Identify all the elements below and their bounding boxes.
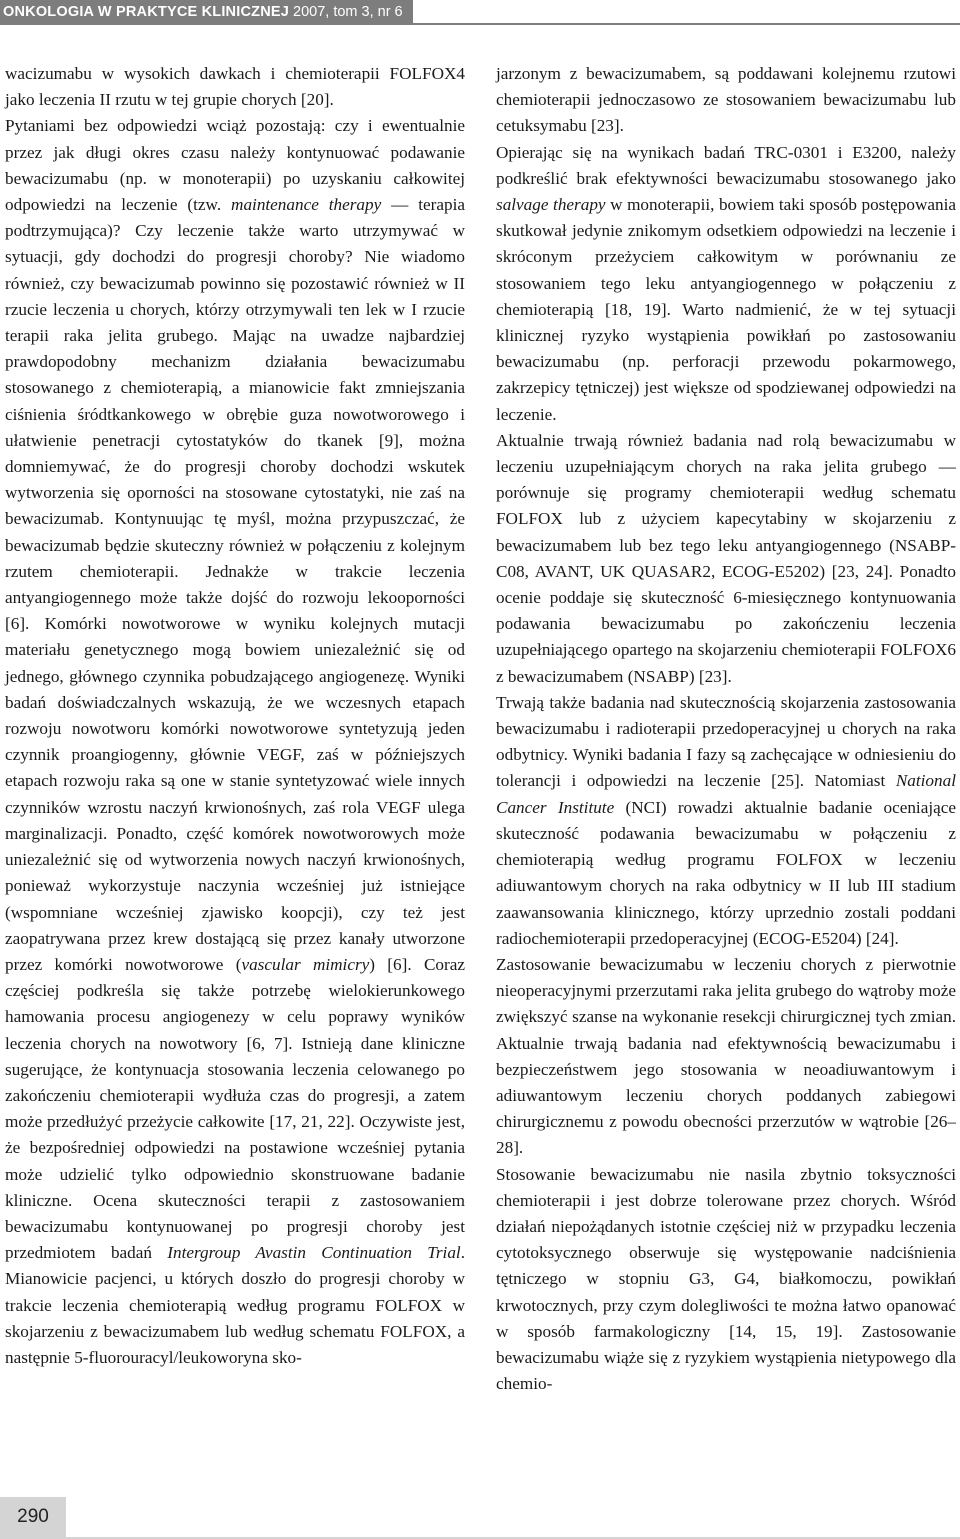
paragraph: [496, 140, 956, 428]
journal-issue: 2007, tom 3, nr 6: [293, 4, 403, 20]
page-number: 290: [0, 1497, 66, 1537]
running-header: [0, 0, 413, 24]
header-rule: [0, 23, 960, 25]
text-run: ) [6]. Coraz częściej podkreśla się także potrzebę wielokierunkowego hamowania procesu angiogenezy w celu poprawy wyników leczenia chorych na nowotwory [6, 7]. Istnieją dane kliniczne sugerujące, że kontynuacja stosowania leczenia celowanego po zakończeniu chemioterapii wydłuża czas do progresji, a zatem może przedłużyć przeżycie całkowite [17, 21, 22]. Oczywiste jest, że bezpośredniej odpowiedzi na postawione wcześniej pytania może udzielić tylko odpowiednio skonstruowane badanie kliniczne. Ocena skuteczności terapii z zastosowaniem bewacizumabu kontynuowanej po progresji choroby jest przedmiotem badań: [5, 954, 465, 1263]
right-column: [496, 61, 956, 1397]
italic-term: salvage therapy: [496, 195, 606, 215]
paragraph: [496, 690, 956, 952]
text-run: Pytaniami bez odpowiedzi wciąż pozostają: czy i ewentualnie przez jak długi okres czasu należy kontynuować podawanie bewacizumabu (np. w monoterapii) po uzyskaniu całkowitej odpowiedzi na leczenie (tzw.: [5, 116, 465, 215]
paragraph: jarzonym z bewacizumabem, są poddawani kolejnemu rzutowi chemioterapii jednoczasowo ze stosowaniem bewacizumabu lub cetuksymabu [23].: [496, 64, 956, 136]
italic-term: Intergroup Avastin Continuation Trial: [167, 1243, 461, 1263]
italic-term: maintenance therapy: [231, 195, 382, 215]
text-run: Opierając się na wynikach badań TRC-0301 i E3200, należy podkreślić brak efektywności bewacizumabu stosowanego jako: [496, 142, 956, 188]
paragraph: Aktualnie trwają również badania nad rolą bewacizumabu w leczeniu uzupełniającym chorych na raka jelita grubego — porównuje się programy chemioterapii według schematu FOLFOX lub z użyciem kapecytabiny w skojarzeniu z bewacizumabem lub bez tego leku antyangiogennego (NSABP-C08, AVANT, UK QUASAR2, ECOG-E5202) [23, 24]. Ponadto ocenie poddaje się skuteczność 6-miesięcznego kontynuowania podawania bewacizumabu po zakończeniu leczenia uzupełniającego opartego na skojarzeniu chemioterapii FOLFOX6 z bewacizumabem (NSABP) [23].: [496, 430, 956, 686]
text-run: (NCI) rowadzi aktualnie badanie oceniające skuteczność podawania bewacizumabu w połączeniu z chemioterapią według programu FOLFOX w leczeniu adiuwantowym chorych na raka odbytnicy w II lub III stadium zaawansowania klinicznego, którzy uprzednio zostali poddani radiochemioterapii przedoperacyjnej (ECOG-E5204) [24].: [496, 797, 956, 948]
text-run: — terapia podtrzymująca)? Czy leczenie także warto utrzymywać w sytuacji, gdy dochodzi do progresji choroby? Nie wiadomo również, czy bewacizumab powinno się pozostawić również w II rzucie leczenia u chorych, którzy otrzymywali ten lek w I rzucie terapii raka jelita grubego. Mając na uwadze najbardziej prawdopodobny mechanizm działania bewacizumabu stosowanego z chemioterapią, a mianowicie fakt zmniejszania ciśnienia śródtkankowego w obrębie guza nowotworowego i ułatwienie penetracji cytostatyków do tkanek [9], można domniemywać, że do progresji choroby dochodzi wskutek wytworzenia się oporności na stosowane cytostatyki, nie zaś na bewacizumab. Kontynuując tę myśl, można przypuszczać, że bewacizumab będzie skuteczny również w połączeniu z kolejnym rzutem chemioterapii. Jednakże w trakcie leczenia antyangiogennego może także dojść do rozwoju lekooporności [6]. Komórki nowotworowe w wyniku kolejnych mutacji materiału genetycznego mogą bowiem uniezależnić się od jednego, głównego czynnika pobudzającego angiogenezę. Wyniki badań doświadczalnych wskazują, że we wczesnych etapach rozwoju nowotworu komórki nowotworowe syntetyzują jeden czynnik proangiogenny, głównie VEGF, zaś w późniejszych etapach rozwoju raka są one w stanie syntetyzować wiele innych czynników wzrostu naczyń krwionośnych, zaś rola VEGF ulega marginalizacji. Ponadto, część komórek nowotworowych może uniezależnić się od wytworzenia nowych naczyń krwionośnych, ponieważ wykorzystuje naczynia wcześniej już istniejące (wspomniane wcześniej zjawisko koopcji), czy też jest zaopatrywana przez krew dostającą się przez kanały utworzone przez komórki nowotworowe (: [5, 195, 466, 974]
left-column: [5, 61, 465, 1371]
journal-title: ONKOLOGIA W PRAKTYCE KLINICZNEJ: [3, 4, 289, 20]
text-run: Trwają także badania nad skutecznością skojarzenia zastosowania bewacizumabu i radioterapii przedoperacyjnej u chorych na raka odbytnicy. Wyniki badania I fazy są zachęcające w odniesieniu do tolerancji i odpowiedzi na leczenie [25]. Natomiast: [496, 692, 956, 791]
italic-term: vascular mimicry: [241, 954, 370, 974]
paragraph: Stosowanie bewacizumabu nie nasila zbytnio toksyczności chemioterapii i jest dobrze tolerowane przez chorych. Wśród działań niepożądanych istotnie częściej niż w przypadku leczenia cytotoksycznego obserwuje się występowanie nadciśnienia tętniczego w stopniu G3, G4, białkomoczu, powikłań krwotocznych, przy czym dolegliwości te można łatwo opanować w sposób farmakologiczny [14, 15, 19]. Zastosowanie bewacizumabu wiąże się z ryzykiem wystąpienia nietypowego dla chemio-: [496, 1164, 956, 1394]
text-run: w monoterapii, bowiem taki sposób postępowania skutkował jedynie znikomym odsetkiem odpowiedzi na leczenie i skróconym przeżyciem całkowitym w porównaniu ze stosowaniem tego leku antyangiogennego w połączeniu z chemioterapią [18, 19]. Warto nadmienić, że w tej sytuacji klinicznej ryzyko wystąpienia powikłań po zastosowaniu bewacizumabu (np. perforacji przewodu pokarmowego, zakrzepicy tętniczej) jest większe od spodziewanej odpowiedzi na leczenie.: [496, 195, 956, 424]
paragraph: wacizumabu w wysokich dawkach i chemioterapii FOLFOX4 jako leczenia II rzutu w tej grupie chorych [20].: [5, 64, 465, 110]
header-bar: [0, 0, 413, 24]
paragraph: [5, 113, 465, 1371]
italic-term: National Cancer Institute: [496, 771, 956, 817]
text-run: . Mianowicie pacjenci, u których doszło do progresji choroby w trakcie leczenia chemioterapią według programu FOLFOX w skojarzeniu z bewacizumabem lub według schematu FOLFOX, a następnie 5-fluorouracyl/leukoworyna sko-: [5, 1243, 465, 1367]
paragraph: Zastosowanie bewacizumabu w leczeniu chorych z pierwotnie nieoperacyjnymi przerzutami raka jelita grubego do wątroby może zwiększyć szanse na wykonanie resekcji chirurgicznej tych zmian. Aktualnie trwają badania nad efektywnością bewacizumabu i bezpieczeństwem jego stosowania w neoadiuwantowym i adiuwantowym leczeniu chorych poddanych zabiegowi chirurgicznemu z powodu obecności przerzutów w wątrobie [26–28].: [496, 954, 956, 1158]
